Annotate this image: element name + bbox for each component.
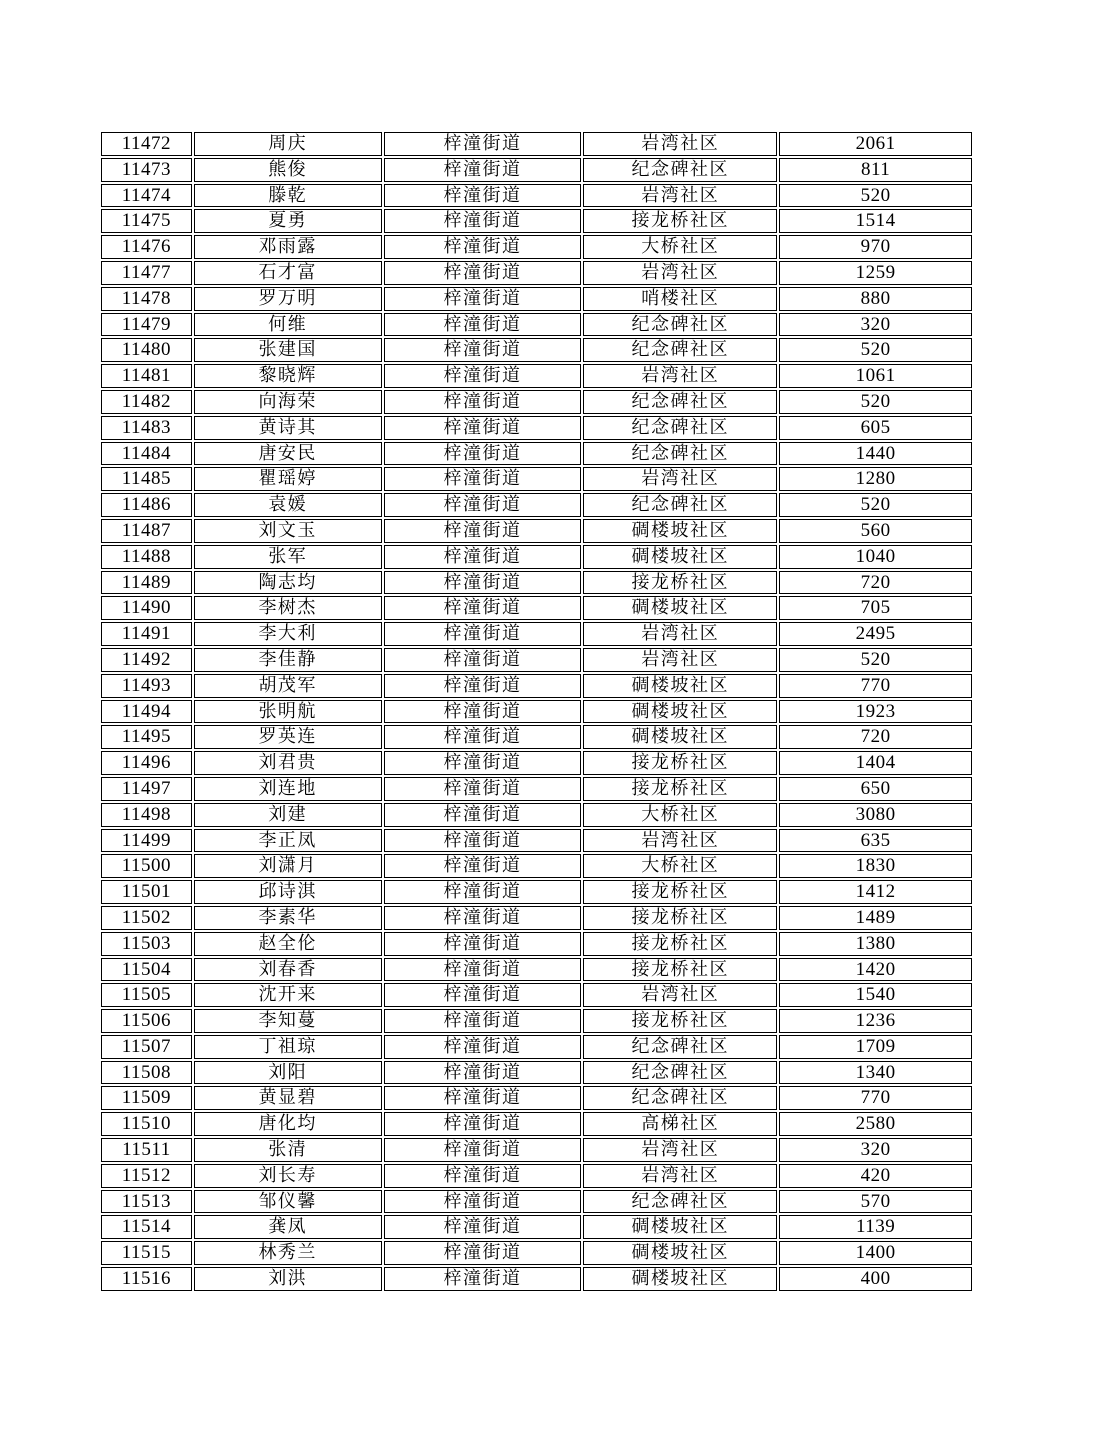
table-row bbox=[101, 390, 972, 414]
cell-name: 李大利 bbox=[194, 622, 382, 646]
cell-street: 梓潼街道 bbox=[384, 416, 582, 440]
table-row bbox=[101, 1061, 972, 1085]
cell-name: 张清 bbox=[194, 1138, 382, 1162]
cell-street: 梓潼街道 bbox=[384, 1061, 582, 1085]
table-row bbox=[101, 700, 972, 724]
cell-community: 大桥社区 bbox=[583, 803, 777, 827]
table-row bbox=[101, 442, 972, 466]
cell-street: 梓潼街道 bbox=[384, 209, 582, 233]
table-row bbox=[101, 983, 972, 1007]
cell-id: 11474 bbox=[101, 184, 192, 208]
cell-id: 11494 bbox=[101, 700, 192, 724]
table-row bbox=[101, 1035, 972, 1059]
table-row bbox=[101, 416, 972, 440]
table-row bbox=[101, 1164, 972, 1188]
cell-street: 梓潼街道 bbox=[384, 287, 582, 311]
cell-amount: 1259 bbox=[779, 261, 972, 285]
table-row bbox=[101, 571, 972, 595]
cell-name: 罗万明 bbox=[194, 287, 382, 311]
cell-name: 唐安民 bbox=[194, 442, 382, 466]
cell-street: 梓潼街道 bbox=[384, 158, 582, 182]
table-row bbox=[101, 622, 972, 646]
cell-community: 碉楼坡社区 bbox=[583, 725, 777, 749]
cell-community: 纪念碑社区 bbox=[583, 390, 777, 414]
cell-id: 11516 bbox=[101, 1267, 192, 1291]
cell-street: 梓潼街道 bbox=[384, 1112, 582, 1136]
cell-street: 梓潼街道 bbox=[384, 184, 582, 208]
cell-amount: 1380 bbox=[779, 932, 972, 956]
cell-street: 梓潼街道 bbox=[384, 1086, 582, 1110]
cell-community: 碉楼坡社区 bbox=[583, 519, 777, 543]
cell-community: 接龙桥社区 bbox=[583, 906, 777, 930]
cell-id: 11499 bbox=[101, 829, 192, 853]
table-row bbox=[101, 958, 972, 982]
cell-id: 11490 bbox=[101, 596, 192, 620]
cell-community: 岩湾社区 bbox=[583, 1138, 777, 1162]
cell-name: 黄诗其 bbox=[194, 416, 382, 440]
roster-table bbox=[99, 130, 974, 1293]
cell-name: 刘建 bbox=[194, 803, 382, 827]
cell-id: 11479 bbox=[101, 313, 192, 337]
cell-amount: 520 bbox=[779, 184, 972, 208]
cell-amount: 320 bbox=[779, 1138, 972, 1162]
cell-amount: 1514 bbox=[779, 209, 972, 233]
cell-id: 11480 bbox=[101, 338, 192, 362]
cell-street: 梓潼街道 bbox=[384, 442, 582, 466]
cell-id: 11512 bbox=[101, 1164, 192, 1188]
cell-name: 刘长寿 bbox=[194, 1164, 382, 1188]
table-row bbox=[101, 1190, 972, 1214]
cell-street: 梓潼街道 bbox=[384, 751, 582, 775]
cell-name: 向海荣 bbox=[194, 390, 382, 414]
cell-id: 11498 bbox=[101, 803, 192, 827]
table-row bbox=[101, 725, 972, 749]
cell-street: 梓潼街道 bbox=[384, 777, 582, 801]
cell-id: 11510 bbox=[101, 1112, 192, 1136]
cell-community: 岩湾社区 bbox=[583, 648, 777, 672]
cell-id: 11476 bbox=[101, 235, 192, 259]
cell-street: 梓潼街道 bbox=[384, 674, 582, 698]
cell-community: 碉楼坡社区 bbox=[583, 1267, 777, 1291]
cell-id: 11487 bbox=[101, 519, 192, 543]
cell-name: 瞿瑶婷 bbox=[194, 467, 382, 491]
cell-street: 梓潼街道 bbox=[384, 958, 582, 982]
cell-street: 梓潼街道 bbox=[384, 700, 582, 724]
table-row bbox=[101, 1267, 972, 1291]
cell-community: 碉楼坡社区 bbox=[583, 674, 777, 698]
table-row bbox=[101, 1112, 972, 1136]
cell-community: 接龙桥社区 bbox=[583, 958, 777, 982]
cell-street: 梓潼街道 bbox=[384, 338, 582, 362]
cell-name: 刘洪 bbox=[194, 1267, 382, 1291]
table-row bbox=[101, 1241, 972, 1265]
cell-name: 赵全伦 bbox=[194, 932, 382, 956]
table-row bbox=[101, 829, 972, 853]
table-row bbox=[101, 1138, 972, 1162]
cell-street: 梓潼街道 bbox=[384, 1138, 582, 1162]
cell-community: 岩湾社区 bbox=[583, 364, 777, 388]
cell-id: 11472 bbox=[101, 132, 192, 156]
cell-name: 黎晓辉 bbox=[194, 364, 382, 388]
cell-id: 11495 bbox=[101, 725, 192, 749]
cell-id: 11507 bbox=[101, 1035, 192, 1059]
cell-street: 梓潼街道 bbox=[384, 932, 582, 956]
table-row bbox=[101, 803, 972, 827]
cell-id: 11513 bbox=[101, 1190, 192, 1214]
cell-amount: 520 bbox=[779, 493, 972, 517]
cell-name: 邱诗淇 bbox=[194, 880, 382, 904]
cell-street: 梓潼街道 bbox=[384, 648, 582, 672]
cell-community: 纪念碑社区 bbox=[583, 1086, 777, 1110]
cell-community: 岩湾社区 bbox=[583, 467, 777, 491]
cell-id: 11491 bbox=[101, 622, 192, 646]
cell-community: 接龙桥社区 bbox=[583, 571, 777, 595]
cell-id: 11509 bbox=[101, 1086, 192, 1110]
cell-name: 李树杰 bbox=[194, 596, 382, 620]
cell-community: 高梯社区 bbox=[583, 1112, 777, 1136]
cell-community: 岩湾社区 bbox=[583, 184, 777, 208]
cell-id: 11486 bbox=[101, 493, 192, 517]
cell-name: 石才富 bbox=[194, 261, 382, 285]
cell-name: 邓雨露 bbox=[194, 235, 382, 259]
cell-community: 岩湾社区 bbox=[583, 1164, 777, 1188]
cell-street: 梓潼街道 bbox=[384, 235, 582, 259]
table-row bbox=[101, 596, 972, 620]
cell-amount: 1340 bbox=[779, 1061, 972, 1085]
cell-community: 岩湾社区 bbox=[583, 829, 777, 853]
cell-name: 李知蔓 bbox=[194, 1009, 382, 1033]
cell-amount: 1420 bbox=[779, 958, 972, 982]
cell-community: 岩湾社区 bbox=[583, 132, 777, 156]
cell-id: 11475 bbox=[101, 209, 192, 233]
cell-amount: 560 bbox=[779, 519, 972, 543]
cell-street: 梓潼街道 bbox=[384, 622, 582, 646]
cell-street: 梓潼街道 bbox=[384, 545, 582, 569]
cell-id: 11514 bbox=[101, 1215, 192, 1239]
cell-amount: 720 bbox=[779, 571, 972, 595]
cell-id: 11482 bbox=[101, 390, 192, 414]
cell-amount: 1412 bbox=[779, 880, 972, 904]
cell-name: 刘连地 bbox=[194, 777, 382, 801]
cell-street: 梓潼街道 bbox=[384, 983, 582, 1007]
cell-community: 碉楼坡社区 bbox=[583, 1215, 777, 1239]
cell-amount: 320 bbox=[779, 313, 972, 337]
cell-street: 梓潼街道 bbox=[384, 390, 582, 414]
cell-community: 碉楼坡社区 bbox=[583, 1241, 777, 1265]
table-row bbox=[101, 648, 972, 672]
cell-name: 袁媛 bbox=[194, 493, 382, 517]
table-row bbox=[101, 235, 972, 259]
cell-id: 11503 bbox=[101, 932, 192, 956]
cell-name: 胡茂军 bbox=[194, 674, 382, 698]
cell-amount: 720 bbox=[779, 725, 972, 749]
cell-name: 李佳静 bbox=[194, 648, 382, 672]
table-row bbox=[101, 674, 972, 698]
cell-name: 罗英连 bbox=[194, 725, 382, 749]
cell-community: 大桥社区 bbox=[583, 854, 777, 878]
cell-amount: 635 bbox=[779, 829, 972, 853]
cell-community: 碉楼坡社区 bbox=[583, 545, 777, 569]
table-row bbox=[101, 545, 972, 569]
cell-amount: 400 bbox=[779, 1267, 972, 1291]
cell-street: 梓潼街道 bbox=[384, 571, 582, 595]
cell-amount: 1489 bbox=[779, 906, 972, 930]
cell-amount: 1923 bbox=[779, 700, 972, 724]
cell-amount: 2580 bbox=[779, 1112, 972, 1136]
cell-amount: 1540 bbox=[779, 983, 972, 1007]
cell-amount: 1830 bbox=[779, 854, 972, 878]
cell-id: 11511 bbox=[101, 1138, 192, 1162]
cell-name: 夏勇 bbox=[194, 209, 382, 233]
table-row bbox=[101, 1086, 972, 1110]
cell-id: 11478 bbox=[101, 287, 192, 311]
cell-id: 11483 bbox=[101, 416, 192, 440]
cell-street: 梓潼街道 bbox=[384, 854, 582, 878]
table-row bbox=[101, 287, 972, 311]
table-row bbox=[101, 751, 972, 775]
cell-name: 滕乾 bbox=[194, 184, 382, 208]
cell-amount: 1236 bbox=[779, 1009, 972, 1033]
cell-amount: 520 bbox=[779, 338, 972, 362]
cell-street: 梓潼街道 bbox=[384, 1009, 582, 1033]
cell-name: 刘阳 bbox=[194, 1061, 382, 1085]
cell-amount: 570 bbox=[779, 1190, 972, 1214]
cell-street: 梓潼街道 bbox=[384, 1241, 582, 1265]
cell-community: 纪念碑社区 bbox=[583, 1061, 777, 1085]
table-row bbox=[101, 132, 972, 156]
table-row bbox=[101, 467, 972, 491]
cell-name: 刘春香 bbox=[194, 958, 382, 982]
cell-street: 梓潼街道 bbox=[384, 364, 582, 388]
cell-community: 哨楼社区 bbox=[583, 287, 777, 311]
cell-id: 11508 bbox=[101, 1061, 192, 1085]
cell-street: 梓潼街道 bbox=[384, 519, 582, 543]
table-row bbox=[101, 493, 972, 517]
cell-community: 岩湾社区 bbox=[583, 261, 777, 285]
cell-amount: 970 bbox=[779, 235, 972, 259]
cell-street: 梓潼街道 bbox=[384, 906, 582, 930]
cell-street: 梓潼街道 bbox=[384, 596, 582, 620]
cell-id: 11505 bbox=[101, 983, 192, 1007]
cell-id: 11484 bbox=[101, 442, 192, 466]
cell-amount: 2061 bbox=[779, 132, 972, 156]
cell-id: 11477 bbox=[101, 261, 192, 285]
cell-community: 大桥社区 bbox=[583, 235, 777, 259]
cell-id: 11502 bbox=[101, 906, 192, 930]
cell-name: 周庆 bbox=[194, 132, 382, 156]
cell-amount: 1040 bbox=[779, 545, 972, 569]
cell-amount: 770 bbox=[779, 674, 972, 698]
cell-street: 梓潼街道 bbox=[384, 493, 582, 517]
cell-community: 纪念碑社区 bbox=[583, 442, 777, 466]
cell-name: 龚凤 bbox=[194, 1215, 382, 1239]
cell-id: 11489 bbox=[101, 571, 192, 595]
cell-community: 接龙桥社区 bbox=[583, 777, 777, 801]
table-row bbox=[101, 1009, 972, 1033]
cell-street: 梓潼街道 bbox=[384, 261, 582, 285]
cell-name: 丁祖琼 bbox=[194, 1035, 382, 1059]
cell-id: 11485 bbox=[101, 467, 192, 491]
table-row bbox=[101, 880, 972, 904]
cell-community: 纪念碑社区 bbox=[583, 1190, 777, 1214]
cell-community: 纪念碑社区 bbox=[583, 416, 777, 440]
cell-amount: 650 bbox=[779, 777, 972, 801]
cell-name: 沈开来 bbox=[194, 983, 382, 1007]
cell-name: 黄显碧 bbox=[194, 1086, 382, 1110]
table-row bbox=[101, 158, 972, 182]
table-row bbox=[101, 184, 972, 208]
table-row bbox=[101, 261, 972, 285]
cell-community: 接龙桥社区 bbox=[583, 751, 777, 775]
table-row bbox=[101, 777, 972, 801]
cell-name: 邹仪馨 bbox=[194, 1190, 382, 1214]
cell-community: 碉楼坡社区 bbox=[583, 596, 777, 620]
cell-amount: 605 bbox=[779, 416, 972, 440]
cell-street: 梓潼街道 bbox=[384, 313, 582, 337]
table-row bbox=[101, 313, 972, 337]
cell-amount: 811 bbox=[779, 158, 972, 182]
cell-community: 接龙桥社区 bbox=[583, 1009, 777, 1033]
cell-amount: 1404 bbox=[779, 751, 972, 775]
cell-amount: 520 bbox=[779, 648, 972, 672]
cell-street: 梓潼街道 bbox=[384, 1035, 582, 1059]
cell-id: 11473 bbox=[101, 158, 192, 182]
table-row bbox=[101, 1215, 972, 1239]
cell-street: 梓潼街道 bbox=[384, 1267, 582, 1291]
cell-amount: 1280 bbox=[779, 467, 972, 491]
table-row bbox=[101, 906, 972, 930]
cell-amount: 1709 bbox=[779, 1035, 972, 1059]
cell-amount: 880 bbox=[779, 287, 972, 311]
cell-name: 张军 bbox=[194, 545, 382, 569]
cell-name: 刘君贵 bbox=[194, 751, 382, 775]
cell-id: 11506 bbox=[101, 1009, 192, 1033]
cell-id: 11500 bbox=[101, 854, 192, 878]
cell-community: 纪念碑社区 bbox=[583, 158, 777, 182]
cell-name: 唐化均 bbox=[194, 1112, 382, 1136]
cell-amount: 2495 bbox=[779, 622, 972, 646]
cell-amount: 705 bbox=[779, 596, 972, 620]
cell-id: 11481 bbox=[101, 364, 192, 388]
cell-street: 梓潼街道 bbox=[384, 880, 582, 904]
cell-street: 梓潼街道 bbox=[384, 725, 582, 749]
cell-street: 梓潼街道 bbox=[384, 829, 582, 853]
cell-name: 张建国 bbox=[194, 338, 382, 362]
table-row bbox=[101, 338, 972, 362]
cell-id: 11492 bbox=[101, 648, 192, 672]
cell-street: 梓潼街道 bbox=[384, 1164, 582, 1188]
cell-name: 熊俊 bbox=[194, 158, 382, 182]
cell-id: 11497 bbox=[101, 777, 192, 801]
cell-name: 何维 bbox=[194, 313, 382, 337]
cell-community: 接龙桥社区 bbox=[583, 209, 777, 233]
cell-amount: 1061 bbox=[779, 364, 972, 388]
cell-amount: 420 bbox=[779, 1164, 972, 1188]
cell-id: 11493 bbox=[101, 674, 192, 698]
cell-id: 11515 bbox=[101, 1241, 192, 1265]
cell-street: 梓潼街道 bbox=[384, 1190, 582, 1214]
cell-street: 梓潼街道 bbox=[384, 803, 582, 827]
cell-community: 接龙桥社区 bbox=[583, 880, 777, 904]
cell-id: 11504 bbox=[101, 958, 192, 982]
cell-amount: 770 bbox=[779, 1086, 972, 1110]
cell-community: 岩湾社区 bbox=[583, 983, 777, 1007]
table-row bbox=[101, 209, 972, 233]
cell-amount: 1440 bbox=[779, 442, 972, 466]
cell-name: 刘潇月 bbox=[194, 854, 382, 878]
cell-community: 纪念碑社区 bbox=[583, 313, 777, 337]
table-row bbox=[101, 519, 972, 543]
cell-amount: 3080 bbox=[779, 803, 972, 827]
cell-street: 梓潼街道 bbox=[384, 467, 582, 491]
cell-community: 纪念碑社区 bbox=[583, 1035, 777, 1059]
cell-name: 李正凤 bbox=[194, 829, 382, 853]
table-row bbox=[101, 932, 972, 956]
table-row bbox=[101, 854, 972, 878]
cell-community: 纪念碑社区 bbox=[583, 338, 777, 362]
cell-id: 11496 bbox=[101, 751, 192, 775]
cell-community: 接龙桥社区 bbox=[583, 932, 777, 956]
cell-community: 纪念碑社区 bbox=[583, 493, 777, 517]
cell-community: 岩湾社区 bbox=[583, 622, 777, 646]
cell-name: 林秀兰 bbox=[194, 1241, 382, 1265]
cell-street: 梓潼街道 bbox=[384, 1215, 582, 1239]
cell-name: 刘文玉 bbox=[194, 519, 382, 543]
cell-name: 张明航 bbox=[194, 700, 382, 724]
roster-table-body bbox=[101, 132, 972, 1291]
cell-amount: 520 bbox=[779, 390, 972, 414]
cell-street: 梓潼街道 bbox=[384, 132, 582, 156]
cell-community: 碉楼坡社区 bbox=[583, 700, 777, 724]
cell-id: 11501 bbox=[101, 880, 192, 904]
cell-amount: 1139 bbox=[779, 1215, 972, 1239]
table-row bbox=[101, 364, 972, 388]
cell-id: 11488 bbox=[101, 545, 192, 569]
cell-amount: 1400 bbox=[779, 1241, 972, 1265]
cell-name: 李素华 bbox=[194, 906, 382, 930]
cell-name: 陶志均 bbox=[194, 571, 382, 595]
